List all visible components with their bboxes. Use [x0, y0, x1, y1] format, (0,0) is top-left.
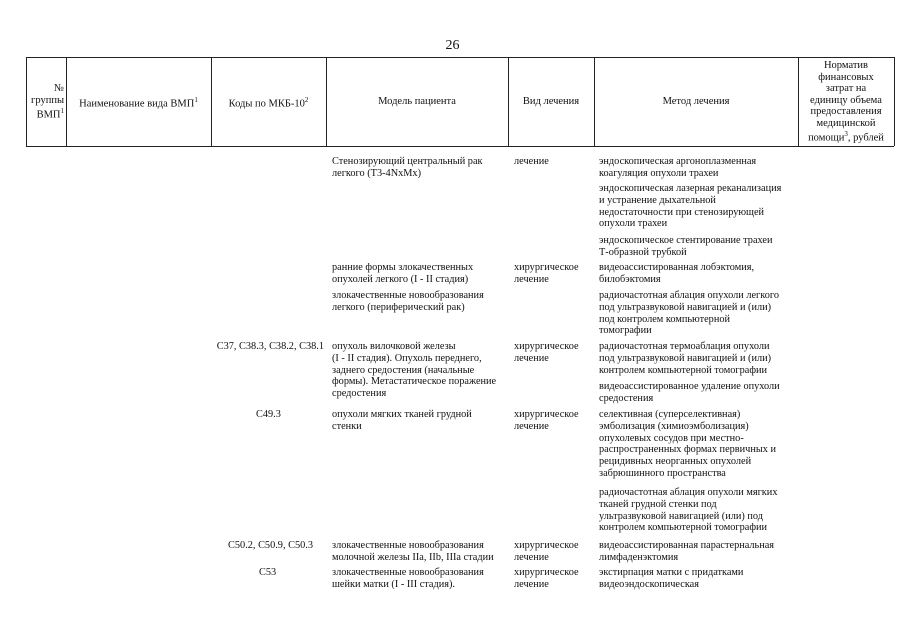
patient-model-cell: злокачественные новообразования молочной железы IIa, IIb, IIIa стадии — [332, 540, 494, 563]
header-group-number: № группы ВМП$^1$ — [31, 83, 64, 121]
patient-model-cell: злокачественные новообразования легкого (периферический рак) — [332, 290, 484, 313]
icd-code-cell: C50.2, C50.9, C50.3 — [228, 540, 313, 551]
icd-code-cell: C49.3 — [256, 409, 281, 420]
header-vmp-name: Наименование вида ВМП$^1$ — [79, 95, 198, 109]
treatment-method-cell: радиочастотная аблация опухоли легкого под ультразвуковой навигацией и (или) под контролем компьютерной томографии — [599, 290, 780, 337]
header-treatment-type: Вид лечения — [522, 96, 580, 108]
treatment-type-cell: хирургическое лечение — [514, 262, 579, 285]
page-number: 26 — [445, 38, 460, 53]
icd-code-cell: C53 — [259, 567, 277, 578]
patient-model-cell: опухоли мягких тканей грудной стенки — [332, 409, 472, 432]
header-icd-codes: Коды по МКБ-$10^2$ — [228, 95, 309, 109]
treatment-method-cell: экстирпация матки с придатками видеоэндоскопическая — [599, 567, 744, 590]
patient-model-cell: опухоль вилочковой железы (I - II стадия). Опухоль переднего, заднего средостения (начальные формы). Метастатическое поражение средостения — [332, 341, 497, 400]
patient-model-cell: ранние формы злокачественных опухолей легкого (I - II стадия) — [332, 262, 474, 285]
treatment-method-cell: видеоассистированное удаление опухоли средостения — [599, 381, 780, 404]
treatment-type-cell: хирургическое лечение — [514, 567, 579, 590]
treatment-method-cell: эндоскопическая лазерная реканализация и устранение дыхательной недостаточности при стенозирующей опухоли трахеи — [599, 183, 782, 230]
header-divider — [894, 57, 895, 146]
treatment-method-cell: эндоскопическая аргоноплазменная коагуляция опухоли трахеи — [599, 156, 757, 179]
treatment-method-cell: радиочастотная термоаблация опухоли под ультразвуковой навигацией и (или) контролем компьютерной томографии — [599, 341, 772, 376]
header-patient-model: Модель пациента — [378, 96, 456, 108]
patient-model-cell: злокачественные новообразования шейки матки (I - III стадия). — [332, 567, 484, 590]
header-bottom-rule — [26, 146, 894, 147]
treatment-method-cell: радиочастотная аблация опухоли мягких тканей грудной стенки под ультразвуковой навигацией (или) под контролем компьютерной томографии — [599, 487, 778, 534]
treatment-method-cell: видеоассистированная парастернальная лимфаденэктомия — [599, 540, 775, 563]
patient-model-cell: Стенозирующий центральный рак легкого (Т3-4NхMх) — [332, 156, 483, 179]
treatment-method-cell: эндоскопическое стентирование трахеи Т-образной трубкой — [599, 235, 773, 258]
treatment-type-cell: хирургическое лечение — [514, 540, 579, 563]
header-treatment-method: Метод лечения — [662, 96, 730, 108]
icd-code-cell: C37, C38.3, C38.2, C38.1 — [216, 341, 324, 352]
treatment-type-cell: лечение — [514, 156, 549, 167]
treatment-method-cell: селективная (суперселективная) эмболизация (химиоэмболизация) опухолевых сосудов при местно- распространенных формах первичных и рецидивных неорганных опухолей забрюшинного пространства — [599, 409, 777, 479]
treatment-type-cell: хирургическое лечение — [514, 409, 579, 432]
treatment-type-cell: хирургическое лечение — [514, 341, 579, 364]
header-cost-standard: Норматив финансовых затрат на единицу объема предоставления медицинской помощи$^3$, рублей — [808, 60, 884, 144]
treatment-method-cell: видеоассистированная лобэктомия, билобэктомия — [599, 262, 755, 285]
